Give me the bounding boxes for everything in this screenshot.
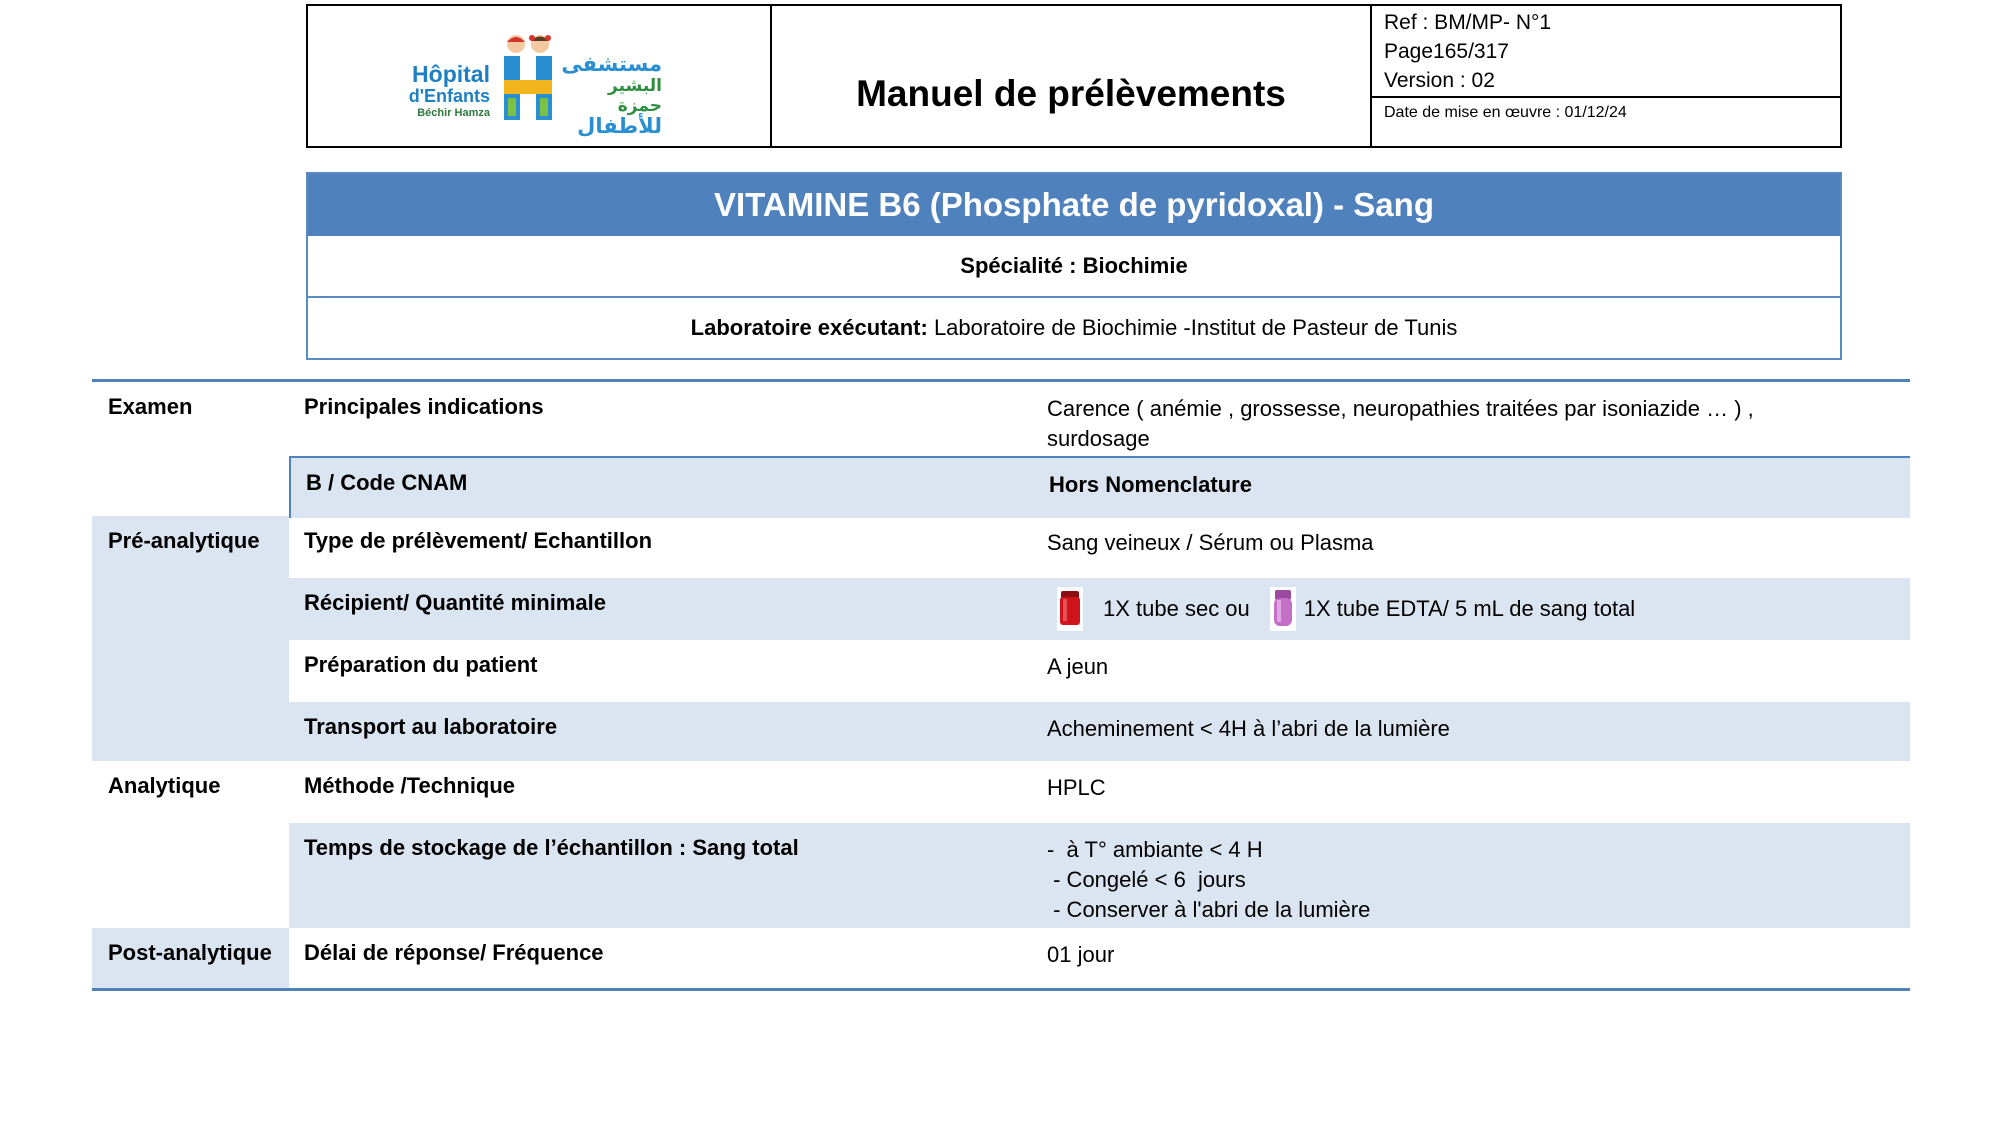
- delai-label: Délai de réponse/ Fréquence: [304, 940, 604, 965]
- logo-children-h-icon: [498, 32, 558, 124]
- indications-value-line2: surdosage: [1047, 426, 1150, 451]
- row-type-prelevement: [289, 516, 1910, 578]
- row-delai: [289, 928, 1910, 988]
- indications-value: [1047, 382, 1910, 456]
- laboratoire-value: Laboratoire de Biochimie -Institut de Pasteur de Tunis: [927, 315, 1458, 340]
- cnam-value: Hors Nomenclature: [1049, 472, 1252, 497]
- exam-title: VITAMINE B6 (Phosphate de pyridoxal) - Sang: [714, 186, 1434, 223]
- logo-fr-line1: Hôpital: [412, 61, 490, 87]
- section-post-label: Post-analytique: [108, 940, 272, 965]
- header-logo-cell: [308, 6, 772, 146]
- stockage-line2: - Congelé < 6 jours: [1047, 867, 1246, 892]
- methode-value: HPLC: [1047, 775, 1106, 800]
- logo-ar-line2: البشير حمزة: [608, 76, 662, 115]
- type-value: Sang veineux / Sérum ou Plasma: [1047, 530, 1374, 555]
- exam-title-block: [306, 172, 1842, 360]
- doc-ref: Ref : BM/MP- N°1: [1384, 11, 1552, 34]
- indications-value-line1: Carence ( anémie , grossesse, neuropathies traitées par isoniazide … ) ,: [1047, 396, 1754, 421]
- delai-value: 01 jour: [1047, 942, 1115, 967]
- logo-ar-line3: للأطفال: [577, 115, 662, 138]
- doc-date: Date de mise en œuvre : 01/12/24: [1384, 104, 1627, 121]
- red-tube-icon: [1057, 587, 1083, 631]
- recipient-value: [1047, 578, 1910, 640]
- section-pre-analytique: [92, 516, 289, 761]
- preparation-value: A jeun: [1047, 654, 1109, 679]
- transport-value: Acheminement < 4H à l’abri de la lumière: [1047, 716, 1450, 741]
- section-analytique-label: Analytique: [108, 773, 221, 798]
- header-title-cell: [772, 6, 1372, 146]
- section-post-analytique: [92, 928, 289, 988]
- section-examen-label: Examen: [108, 394, 193, 419]
- table-bottom-rule: [92, 988, 1910, 991]
- logo-ar-line1: مستشفى: [561, 53, 662, 76]
- logo-arabic-text: [561, 53, 662, 138]
- laboratoire-label: Laboratoire exécutant:: [690, 315, 928, 340]
- recipient-label: Récipient/ Quantité minimale: [304, 590, 606, 615]
- header-meta-top: [1372, 6, 1840, 98]
- doc-page: Page165/317: [1384, 40, 1509, 63]
- section-analytique: [92, 761, 289, 928]
- stockage-line1: - à T° ambiante < 4 H: [1047, 837, 1263, 862]
- document-title: Manuel de prélèvements: [856, 73, 1286, 114]
- tube2-text: 1X tube EDTA/ 5 mL de sang total: [1303, 596, 1636, 621]
- logo-fr-line2: d'Enfants: [408, 86, 490, 106]
- row-methode: [289, 761, 1910, 823]
- indications-label: Principales indications: [304, 394, 544, 419]
- stockage-line3: - Conserver à l'abri de la lumière: [1047, 897, 1371, 922]
- section-examen: [92, 382, 289, 516]
- header-meta-cell: [1372, 6, 1840, 146]
- exam-title-bar: [308, 174, 1840, 236]
- laboratoire-row: [308, 296, 1840, 358]
- logo-fr-line3: Béchir Hamza: [417, 107, 490, 119]
- row-stockage: [289, 823, 1910, 928]
- tube1-text: 1X tube sec ou: [1103, 596, 1250, 621]
- logo-french-text: [400, 62, 490, 120]
- transport-label: Transport au laboratoire: [304, 714, 558, 739]
- row-recipient: [289, 578, 1910, 640]
- hospital-logo: [400, 32, 690, 138]
- row-preparation: [289, 640, 1910, 702]
- specialite-text: Spécialité : Biochimie: [960, 253, 1188, 278]
- preparation-label: Préparation du patient: [304, 652, 538, 677]
- document-header: [306, 4, 1842, 148]
- purple-tube-icon: [1270, 587, 1296, 631]
- doc-version: Version : 02: [1384, 69, 1495, 92]
- row-transport: [289, 702, 1910, 761]
- row-indications: [289, 382, 1910, 456]
- specialite-row: [308, 236, 1840, 296]
- cnam-label: B / Code CNAM: [306, 470, 468, 495]
- stockage-value: [1047, 823, 1910, 928]
- section-pre-label: Pré-analytique: [108, 528, 260, 553]
- stockage-label: Temps de stockage de l’échantillon : Sang total: [304, 835, 799, 860]
- type-label: Type de prélèvement/ Echantillon: [304, 528, 653, 553]
- row-code-cnam: [289, 456, 1910, 518]
- methode-label: Méthode /Technique: [304, 773, 516, 798]
